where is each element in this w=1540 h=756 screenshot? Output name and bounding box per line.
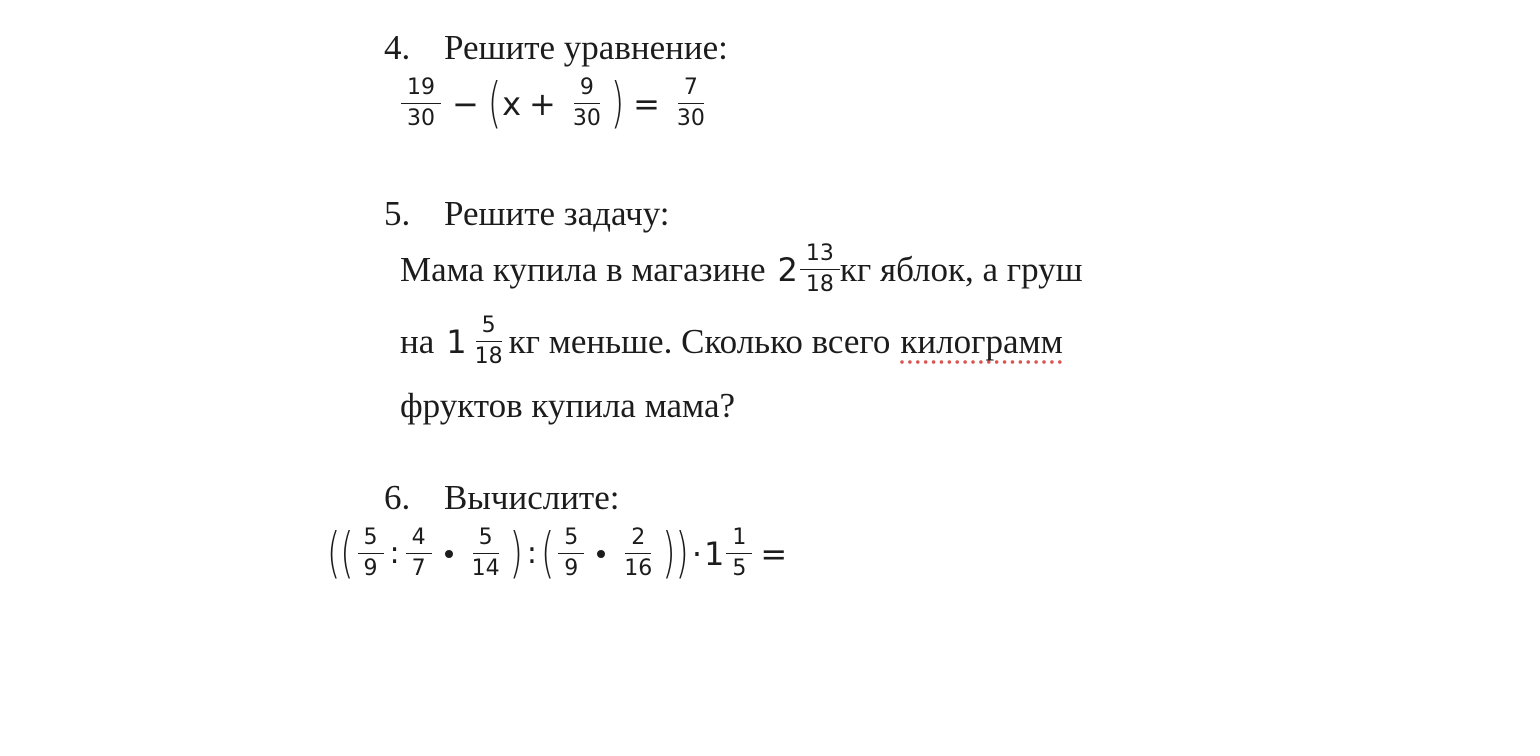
numerator: 19 <box>401 76 441 104</box>
task-6-expression <box>326 521 795 586</box>
left-paren: ( <box>541 521 555 586</box>
denominator: 18 <box>805 272 834 297</box>
division-colon: : <box>526 535 538 571</box>
multiplication-sign: · <box>691 534 702 573</box>
mixed-number-whole: 1 <box>446 322 467 361</box>
fraction-1-5 <box>726 526 752 581</box>
fraction-13-18 <box>800 242 840 297</box>
mixed-number-whole: 1 <box>703 534 725 573</box>
task-5-title: Решите задачу: <box>444 194 670 233</box>
task-4-heading <box>384 28 728 68</box>
variable-x: x <box>502 84 522 123</box>
task-6-heading <box>384 478 619 518</box>
task-5-heading <box>384 194 669 234</box>
fraction-9-30 <box>567 76 607 131</box>
numerator: 5 <box>358 526 384 554</box>
numerator: 13 <box>800 242 840 270</box>
right-paren: ) <box>610 71 625 136</box>
minus-sign: − <box>452 84 479 123</box>
numerator: 1 <box>726 526 752 554</box>
equals-sign: = <box>633 84 660 123</box>
task-5-line-2 <box>400 314 1063 369</box>
task-4-number: 4. <box>384 28 411 67</box>
task-5-line-1 <box>400 242 1083 297</box>
plus-sign: + <box>529 84 556 123</box>
left-paren: ( <box>487 71 502 136</box>
denominator: 16 <box>624 556 653 581</box>
fraction-2-16 <box>618 526 658 581</box>
equals-sign: = <box>760 534 788 573</box>
numerator: 4 <box>406 526 432 554</box>
numerator: 2 <box>625 526 651 554</box>
text-segment: фруктов купила мама? <box>400 386 736 425</box>
text-segment: кг меньше. Сколько всего <box>508 321 891 361</box>
denominator: 30 <box>676 106 705 131</box>
fraction-4-7 <box>406 526 432 581</box>
numerator: 9 <box>574 76 600 104</box>
task-6-number: 6. <box>384 478 411 517</box>
text-segment: на <box>400 321 435 361</box>
double-left-paren: (( <box>327 521 354 586</box>
multiplication-dot-icon <box>597 550 605 558</box>
denominator: 14 <box>471 556 500 581</box>
fraction-7-30 <box>671 76 711 131</box>
denominator: 30 <box>572 106 601 131</box>
task-5-line-3 <box>400 386 735 426</box>
denominator: 18 <box>474 344 503 369</box>
text-segment: Мама купила в магазине <box>400 249 766 289</box>
denominator: 7 <box>411 556 426 581</box>
denominator: 5 <box>732 556 747 581</box>
denominator: 9 <box>363 556 378 581</box>
denominator: 9 <box>564 556 579 581</box>
task-5-number: 5. <box>384 194 411 233</box>
denominator: 30 <box>407 106 435 131</box>
task-6-title: Вычислите: <box>444 478 620 517</box>
double-right-paren: )) <box>662 521 689 586</box>
fraction-19-30 <box>401 76 441 131</box>
task-4-title: Решите уравнение: <box>444 28 728 67</box>
mixed-number-whole: 2 <box>777 250 798 289</box>
fraction-5-9 <box>358 526 384 581</box>
numerator: 5 <box>558 526 584 554</box>
numerator: 5 <box>473 526 499 554</box>
fraction-5-14 <box>466 526 506 581</box>
numerator: 5 <box>476 314 502 342</box>
division-colon: : <box>389 535 400 571</box>
numerator: 7 <box>678 76 704 104</box>
fraction-5-18 <box>469 314 509 369</box>
spellcheck-flagged-word[interactable]: килограмм <box>900 321 1063 361</box>
task-4-equation <box>398 71 714 136</box>
text-segment: кг яблок, а груш <box>839 249 1083 289</box>
fraction-5-9 <box>558 526 584 581</box>
multiplication-dot-icon <box>445 550 453 558</box>
right-paren: ) <box>509 521 523 586</box>
